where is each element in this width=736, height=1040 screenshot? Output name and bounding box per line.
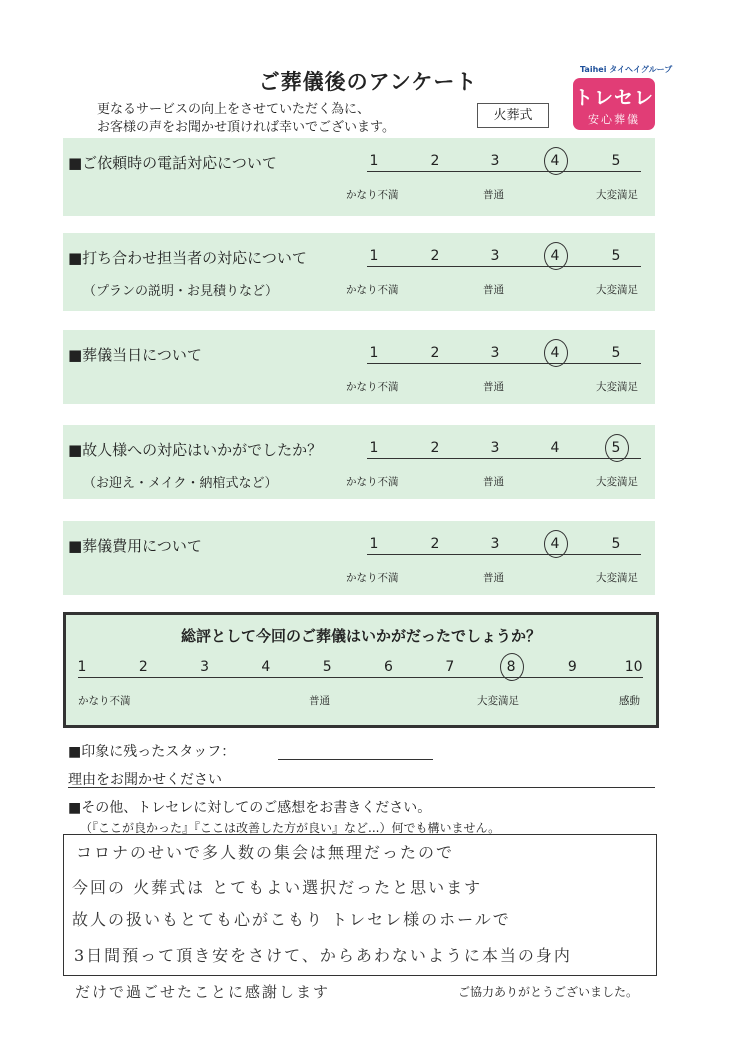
reason-label: 理由をお聞かせください xyxy=(68,772,222,788)
intro-text xyxy=(97,101,395,137)
question-sublabel: （お迎え・メイク・納棺式など） xyxy=(83,476,278,491)
scale-label-low: かなり不満 xyxy=(346,572,399,584)
question-label: ■ご依頼時の電話対応について xyxy=(68,154,277,172)
rating-scale-line xyxy=(367,171,641,172)
rating-option[interactable]: 4 xyxy=(550,248,560,264)
rating-option[interactable]: 3 xyxy=(490,153,500,169)
comment-line: 今回の 火葬式は とてもよい選択だったと思います xyxy=(72,878,483,897)
question-band xyxy=(63,330,655,404)
rating-option[interactable]: 2 xyxy=(430,536,440,552)
rating-option[interactable]: 5 xyxy=(611,345,621,361)
thanks-text: ご協力ありがとうございました。 xyxy=(458,985,639,999)
brand-logo xyxy=(573,78,655,130)
rating-option[interactable]: 2 xyxy=(430,440,440,456)
comment-line: 3日間預って頂き安をさけて、からあわないように本当の身内 xyxy=(74,946,572,965)
overall-rating-option[interactable]: 9 xyxy=(567,659,577,675)
overall-rating-option[interactable]: 7 xyxy=(445,659,455,675)
other-label: ■その他、トレセレに対してのご感想をお書きください。 xyxy=(68,800,432,816)
comment-line: だけで過ごせたことに感謝します xyxy=(75,983,331,1001)
reason-field[interactable] xyxy=(68,787,655,788)
selected-rating-circle xyxy=(544,242,568,270)
selected-rating-circle xyxy=(544,530,568,558)
overall-title: 総評として今回のご葬儀はいかがだったでしょうか？ xyxy=(180,627,541,645)
question-sublabel: （プランの説明・お見積りなど） xyxy=(83,284,279,299)
overall-rating-option[interactable]: 2 xyxy=(138,659,148,675)
question-band xyxy=(63,138,655,216)
scale-label-low: かなり不満 xyxy=(346,284,399,296)
comment-line: 故人の扱いもとても心がこもり トレセレ様のホールで xyxy=(72,910,511,929)
scale-label-low: かなり不満 xyxy=(346,189,399,201)
overall-rating-option[interactable]: 6 xyxy=(384,659,393,675)
selected-rating-circle xyxy=(544,147,568,175)
staff-field[interactable] xyxy=(278,759,433,760)
comment-line: コロナのせいで多人数の集会は無理だったので xyxy=(76,843,455,862)
overall-rating-option[interactable]: 3 xyxy=(200,659,210,675)
rating-option[interactable]: 2 xyxy=(430,248,440,264)
overall-rating-option[interactable]: 4 xyxy=(261,659,271,675)
other-note: （『ここが良かった』『ここは改善した方が良い』など...）何でも構いません。 xyxy=(80,821,501,835)
scale-label-mid: 普通 xyxy=(483,284,504,296)
rating-option[interactable]: 3 xyxy=(490,248,500,264)
scale-label-mid: 普通 xyxy=(483,476,504,488)
selected-rating-circle xyxy=(544,339,568,367)
question-label: ■故人様への対応はいかがでしたか？ xyxy=(68,441,323,459)
overall-scale-line xyxy=(78,677,643,678)
overall-label-top: 感動 xyxy=(619,695,640,707)
scale-label-high: 大変満足 xyxy=(596,476,638,488)
rating-option[interactable]: 2 xyxy=(430,153,440,169)
question-label: ■葬儀費用について xyxy=(68,537,202,555)
scale-label-mid: 普通 xyxy=(483,189,504,201)
rating-option[interactable]: 4 xyxy=(550,153,560,169)
rating-option[interactable]: 3 xyxy=(490,345,500,361)
intro-line-1: 更なるサービスの向上をさせていただく為に、 xyxy=(97,102,371,117)
scale-label-low: かなり不満 xyxy=(346,381,399,393)
rating-option[interactable]: 1 xyxy=(369,536,379,552)
overall-label-low: かなり不満 xyxy=(78,695,131,707)
scale-label-mid: 普通 xyxy=(483,572,504,584)
rating-option[interactable]: 4 xyxy=(550,440,560,456)
rating-option[interactable]: 4 xyxy=(550,345,560,361)
rating-option[interactable]: 3 xyxy=(490,536,500,552)
rating-option[interactable]: 5 xyxy=(611,153,621,169)
group-name: Taihei タイヘイグループ xyxy=(580,65,673,74)
rating-scale-line xyxy=(367,554,641,555)
scale-label-high: 大変満足 xyxy=(596,572,638,584)
overall-selected-circle xyxy=(500,653,524,681)
intro-line-2: お客様の声をお聞かせ頂ければ幸いでございます。 xyxy=(97,120,395,135)
rating-option[interactable]: 1 xyxy=(369,153,379,169)
overall-rating-option[interactable]: 5 xyxy=(322,659,332,675)
scale-label-high: 大変満足 xyxy=(596,381,638,393)
rating-scale-line xyxy=(367,266,641,267)
overall-label-mid: 普通 xyxy=(309,695,330,707)
scale-label-low: かなり不満 xyxy=(346,476,399,488)
page-title: ご葬儀後のアンケート xyxy=(258,70,478,94)
rating-option[interactable]: 4 xyxy=(550,536,560,552)
question-band xyxy=(63,233,655,311)
staff-label: ■印象に残ったスタッフ： xyxy=(68,744,236,760)
brand-tagline: 安心葬儀 xyxy=(588,113,640,126)
question-label: ■打ち合わせ担当者の対応について xyxy=(68,249,307,267)
overall-rating-option[interactable]: 10 xyxy=(624,659,643,675)
rating-scale-line xyxy=(367,363,641,364)
ceremony-type-box: 火葬式 xyxy=(477,103,549,128)
selected-rating-circle xyxy=(605,434,629,462)
rating-scale-line xyxy=(367,458,641,459)
rating-option[interactable]: 2 xyxy=(430,345,440,361)
rating-option[interactable]: 5 xyxy=(611,248,621,264)
rating-option[interactable]: 3 xyxy=(490,440,500,456)
scale-label-high: 大変満足 xyxy=(596,284,638,296)
rating-option[interactable]: 1 xyxy=(369,248,379,264)
overall-label-high: 大変満足 xyxy=(477,695,519,707)
overall-rating-option[interactable]: 1 xyxy=(77,659,87,675)
comment-box[interactable] xyxy=(63,834,657,976)
rating-option[interactable]: 5 xyxy=(611,536,621,552)
question-band xyxy=(63,521,655,595)
brand-logo-text: トレセレ xyxy=(573,87,654,109)
scale-label-mid: 普通 xyxy=(483,381,504,393)
overall-rating-box xyxy=(63,612,659,728)
rating-option[interactable]: 1 xyxy=(369,345,379,361)
question-label: ■葬儀当日について xyxy=(68,346,202,364)
rating-option[interactable]: 5 xyxy=(611,440,621,456)
overall-rating-option[interactable]: 8 xyxy=(506,659,516,675)
rating-option[interactable]: 1 xyxy=(369,440,379,456)
scale-label-high: 大変満足 xyxy=(596,189,638,201)
question-band xyxy=(63,425,655,499)
